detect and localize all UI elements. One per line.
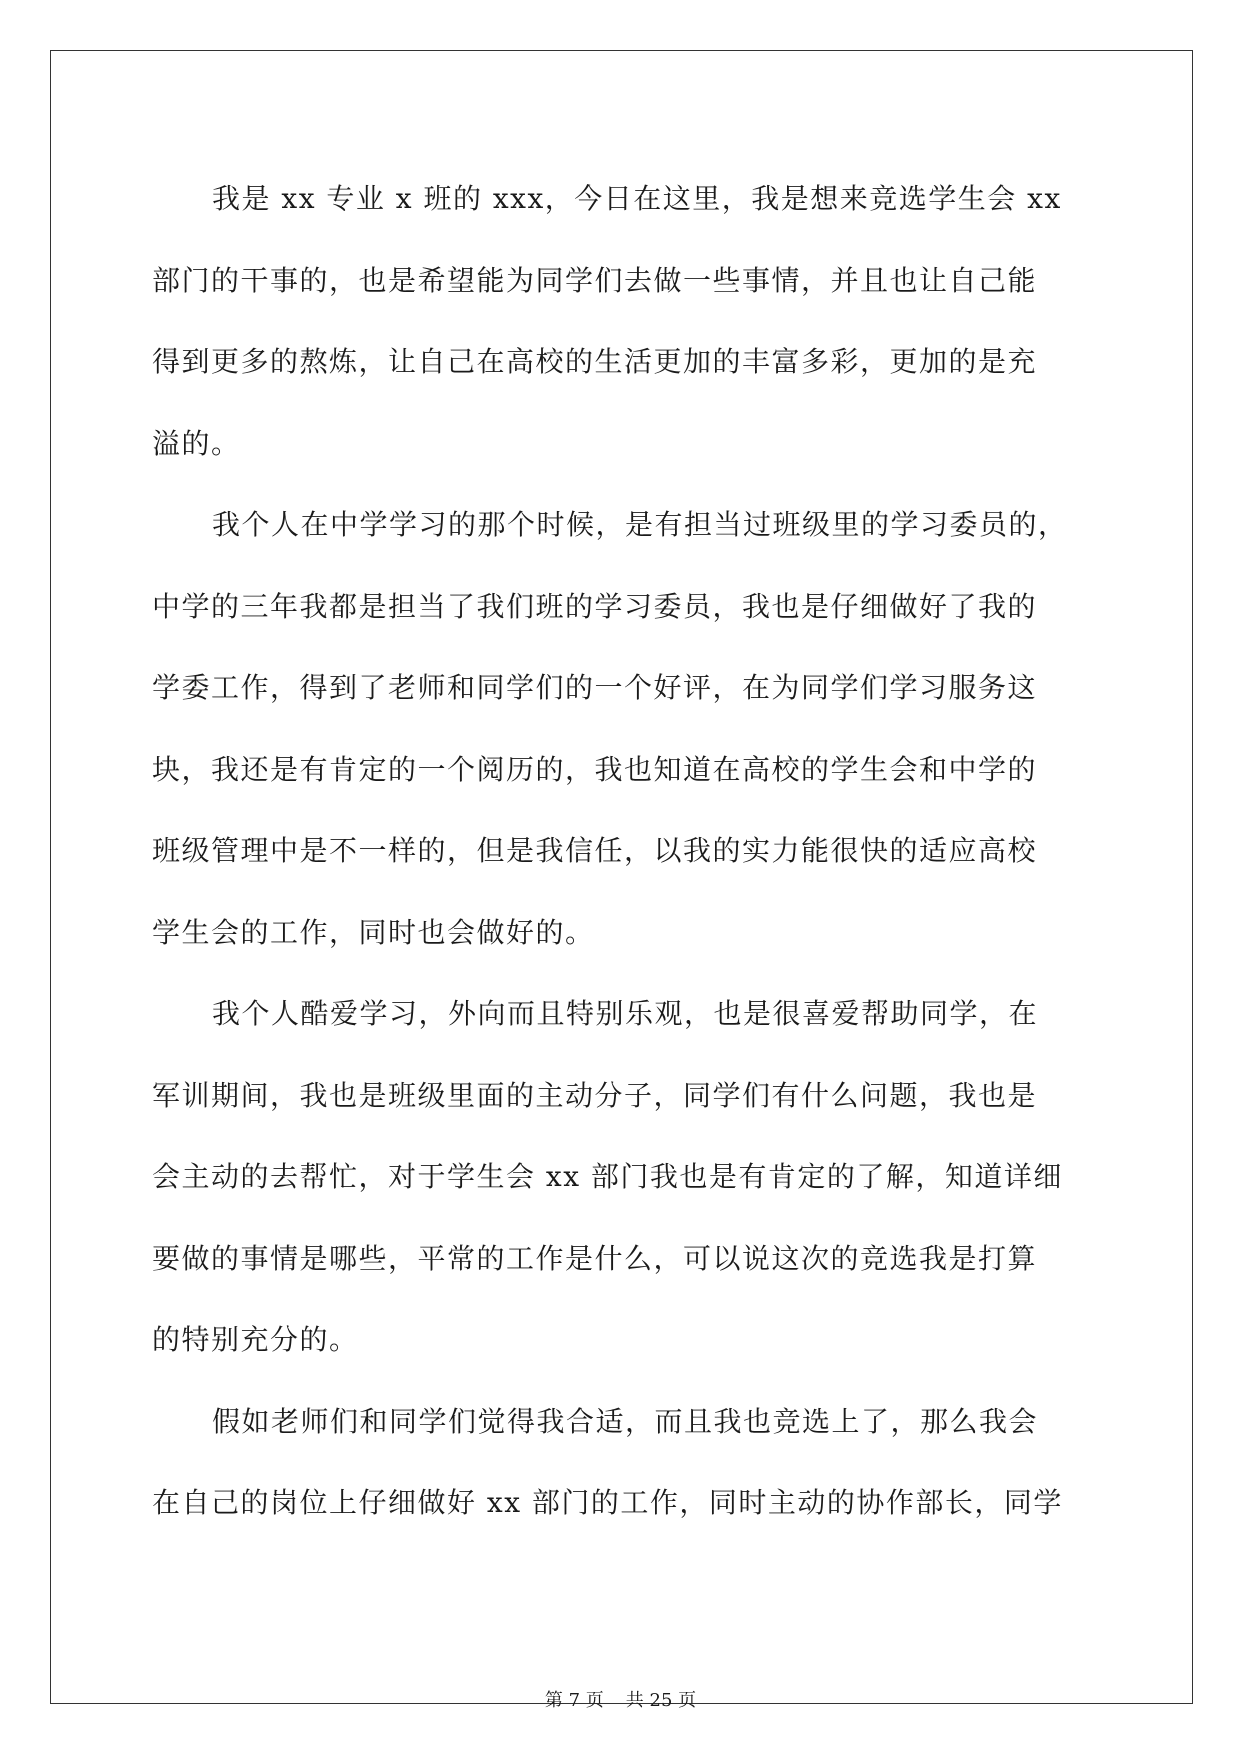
paragraph-1 xyxy=(152,158,1094,484)
text-line: 军训期间，我也是班级里面的主动分子，同学们有什么问题，我也是 xyxy=(152,1078,1038,1112)
text-line: 学生会的工作，同时也会做好的。 xyxy=(152,915,595,949)
text-line: 得到更多的熬炼，让自己在高校的生活更加的丰富多彩，更加的是充 xyxy=(152,345,1038,378)
text-line: 块，我还是有肯定的一个阅历的，我也知道在高校的学生会和中学的 xyxy=(152,752,1038,786)
text-line: 在自己的岗位上仔细做好 xx 部门的工作，同时主动的协作部长，同学 xyxy=(152,1486,1063,1519)
text-line: 的特别充分的。 xyxy=(152,1323,359,1356)
text-line: 假如老师们和同学们觉得我合适，而且我也竞选上了，那么我会 xyxy=(212,1404,1039,1438)
document-body xyxy=(152,158,1094,1544)
text-line: 部门的干事的，也是希望能为同学们去做一些事情，并且也让自己能 xyxy=(152,263,1038,297)
text-line: 中学的三年我都是担当了我们班的学习委员，我也是仔细做好了我的 xyxy=(152,589,1038,623)
paragraph-4 xyxy=(152,1381,1094,1544)
page-footer xyxy=(0,1686,1241,1712)
text-line: 溢的。 xyxy=(152,426,241,460)
text-line: 要做的事情是哪些，平常的工作是什么，可以说这次的竞选我是打算 xyxy=(152,1241,1038,1275)
text-line: 我个人在中学学习的那个时候，是有担当过班级里的学习委员的， xyxy=(212,508,1068,541)
text-line: 班级管理中是不一样的，但是我信任，以我的实力能很快的适应高校 xyxy=(152,834,1038,867)
paragraph-3 xyxy=(152,973,1094,1381)
total-pages-label: 共 25 页 xyxy=(625,1690,697,1711)
text-line: 我个人酷爱学习，外向而且特别乐观，也是很喜爱帮助同学，在 xyxy=(212,997,1039,1030)
text-line: 我是 xx 专业 x 班的 xxx，今日在这里，我是想来竞选学生会 xx xyxy=(212,182,1062,215)
text-line: 会主动的去帮忙，对于学生会 xx 部门我也是有肯定的了解，知道详细 xyxy=(152,1160,1063,1193)
page-number-label: 第 7 页 xyxy=(544,1690,604,1711)
text-line: 学委工作，得到了老师和同学们的一个好评，在为同学们学习服务这 xyxy=(152,671,1038,704)
paragraph-2 xyxy=(152,484,1094,973)
